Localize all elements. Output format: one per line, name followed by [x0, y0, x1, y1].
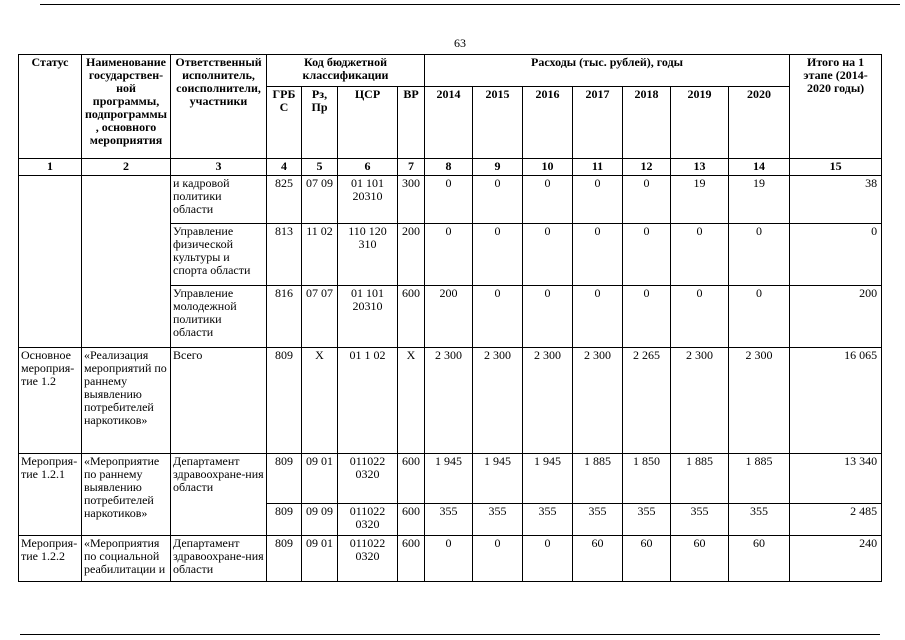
value-cell: 19 [671, 176, 729, 224]
total-cell: 240 [790, 536, 882, 582]
name-cell: «Реализация мероприятий по раннему выявлению потребителей наркотиков» [82, 348, 171, 454]
column-number: 15 [790, 159, 882, 176]
value-cell: 0 [671, 224, 729, 286]
value-cell: 60 [671, 536, 729, 582]
value-cell: 0 [623, 224, 671, 286]
grbs-cell: 813 [267, 224, 302, 286]
responsible-cell: Всего [171, 348, 267, 454]
header-name: Наименование государствен-ной программы, подпрограммы, основного мероприятия [82, 55, 171, 159]
header-rzpr: Рз, Пр [302, 87, 338, 159]
budget-table [18, 54, 882, 582]
value-cell: 2 265 [623, 348, 671, 454]
grbs-cell: 825 [267, 176, 302, 224]
value-cell: 2 300 [671, 348, 729, 454]
grbs-cell: 809 [267, 454, 302, 504]
total-cell: 13 340 [790, 454, 882, 504]
column-number: 4 [267, 159, 302, 176]
value-cell: 0 [523, 176, 573, 224]
column-number: 5 [302, 159, 338, 176]
name-cell [82, 176, 171, 348]
value-cell: 0 [473, 536, 523, 582]
csr-cell: 01 101 20310 [338, 286, 398, 348]
vr-cell: 200 [398, 224, 425, 286]
csr-cell: 011022 0320 [338, 536, 398, 582]
csr-cell: 01 101 20310 [338, 176, 398, 224]
column-number-row [19, 159, 882, 176]
responsible-cell: Департамент здравоохране-ния области [171, 454, 267, 536]
value-cell: 1 885 [729, 454, 790, 504]
header-responsible: Ответственный исполнитель, соисполнители, участники [171, 55, 267, 159]
header-budget-code: Код бюджетной классификации [267, 55, 425, 87]
value-cell: 0 [729, 286, 790, 348]
value-cell: 2 300 [425, 348, 473, 454]
column-number: 9 [473, 159, 523, 176]
value-cell: 0 [671, 286, 729, 348]
table-row [19, 536, 882, 582]
value-cell: 1 885 [671, 454, 729, 504]
header-total: Итого на 1 этапе (2014-2020 годы) [790, 55, 882, 159]
value-cell: 355 [523, 504, 573, 536]
column-number: 3 [171, 159, 267, 176]
value-cell: 355 [473, 504, 523, 536]
value-cell: 355 [623, 504, 671, 536]
csr-cell: 011022 0320 [338, 504, 398, 536]
total-cell: 0 [790, 224, 882, 286]
vr-cell: 300 [398, 176, 425, 224]
column-number: 2 [82, 159, 171, 176]
value-cell: 0 [473, 224, 523, 286]
value-cell: 1 885 [573, 454, 623, 504]
rzpr-cell: 11 02 [302, 224, 338, 286]
value-cell: 355 [573, 504, 623, 536]
bottom-border-line [20, 634, 880, 635]
column-number: 6 [338, 159, 398, 176]
value-cell: 0 [425, 176, 473, 224]
value-cell: 0 [425, 536, 473, 582]
value-cell: 60 [729, 536, 790, 582]
column-number: 8 [425, 159, 473, 176]
value-cell: 355 [425, 504, 473, 536]
value-cell: 0 [573, 286, 623, 348]
value-cell: 0 [523, 286, 573, 348]
header-expenses: Расходы (тыс. рублей), годы [425, 55, 790, 87]
value-cell: 2 300 [573, 348, 623, 454]
column-number: 11 [573, 159, 623, 176]
grbs-cell: 809 [267, 348, 302, 454]
csr-cell: 011022 0320 [338, 454, 398, 504]
table-row [19, 176, 882, 224]
vr-cell: Х [398, 348, 425, 454]
vr-cell: 600 [398, 536, 425, 582]
column-number: 10 [523, 159, 573, 176]
header-status: Статус [19, 55, 82, 159]
header-year: 2017 [573, 87, 623, 159]
header-year: 2014 [425, 87, 473, 159]
value-cell: 1 945 [523, 454, 573, 504]
value-cell: 0 [523, 536, 573, 582]
status-cell: Мероприя-тие 1.2.2 [19, 536, 82, 582]
rzpr-cell: 09 09 [302, 504, 338, 536]
table-row [19, 348, 882, 454]
header-year: 2020 [729, 87, 790, 159]
status-cell: Основное мероприя-тие 1.2 [19, 348, 82, 454]
value-cell: 200 [425, 286, 473, 348]
total-cell: 2 485 [790, 504, 882, 536]
status-cell: Мероприя-тие 1.2.1 [19, 454, 82, 536]
value-cell: 0 [473, 176, 523, 224]
grbs-cell: 809 [267, 504, 302, 536]
status-cell [19, 176, 82, 348]
top-border-line [40, 4, 900, 5]
rzpr-cell: Х [302, 348, 338, 454]
name-cell: «Мероприятие по раннему выявлению потребителей наркотиков» [82, 454, 171, 536]
value-cell: 1 850 [623, 454, 671, 504]
value-cell: 2 300 [523, 348, 573, 454]
rzpr-cell: 07 07 [302, 286, 338, 348]
csr-cell: 01 1 02 [338, 348, 398, 454]
name-cell: «Мероприятия по социальной реабилитации и [82, 536, 171, 582]
value-cell: 2 300 [473, 348, 523, 454]
value-cell: 0 [573, 224, 623, 286]
value-cell: 0 [729, 224, 790, 286]
vr-cell: 600 [398, 286, 425, 348]
value-cell: 0 [425, 224, 473, 286]
responsible-cell: Управление молодежной политики области [171, 286, 267, 348]
column-number: 1 [19, 159, 82, 176]
csr-cell: 110 120 310 [338, 224, 398, 286]
value-cell: 1 945 [425, 454, 473, 504]
page-number: 63 [454, 36, 466, 50]
column-number: 14 [729, 159, 790, 176]
value-cell: 1 945 [473, 454, 523, 504]
header-vr: ВР [398, 87, 425, 159]
header-grbs: ГРБС [267, 87, 302, 159]
value-cell: 60 [623, 536, 671, 582]
column-number: 7 [398, 159, 425, 176]
total-cell: 16 065 [790, 348, 882, 454]
table-row [19, 454, 882, 504]
header-csr: ЦСР [338, 87, 398, 159]
value-cell: 355 [729, 504, 790, 536]
header-year: 2019 [671, 87, 729, 159]
responsible-cell: Департамент здравоохране-ния области [171, 536, 267, 582]
header-year: 2016 [523, 87, 573, 159]
total-cell: 200 [790, 286, 882, 348]
vr-cell: 600 [398, 454, 425, 504]
column-number: 12 [623, 159, 671, 176]
header-year: 2015 [473, 87, 523, 159]
rzpr-cell: 09 01 [302, 454, 338, 504]
grbs-cell: 809 [267, 536, 302, 582]
rzpr-cell: 07 09 [302, 176, 338, 224]
value-cell: 19 [729, 176, 790, 224]
header-year: 2018 [623, 87, 671, 159]
value-cell: 2 300 [729, 348, 790, 454]
vr-cell: 600 [398, 504, 425, 536]
value-cell: 355 [671, 504, 729, 536]
responsible-cell: и кадровой политики области [171, 176, 267, 224]
value-cell: 0 [523, 224, 573, 286]
responsible-cell: Управление физической культуры и спорта области [171, 224, 267, 286]
value-cell: 0 [623, 176, 671, 224]
value-cell: 0 [573, 176, 623, 224]
column-number: 13 [671, 159, 729, 176]
rzpr-cell: 09 01 [302, 536, 338, 582]
value-cell: 0 [623, 286, 671, 348]
total-cell: 38 [790, 176, 882, 224]
grbs-cell: 816 [267, 286, 302, 348]
value-cell: 60 [573, 536, 623, 582]
value-cell: 0 [473, 286, 523, 348]
